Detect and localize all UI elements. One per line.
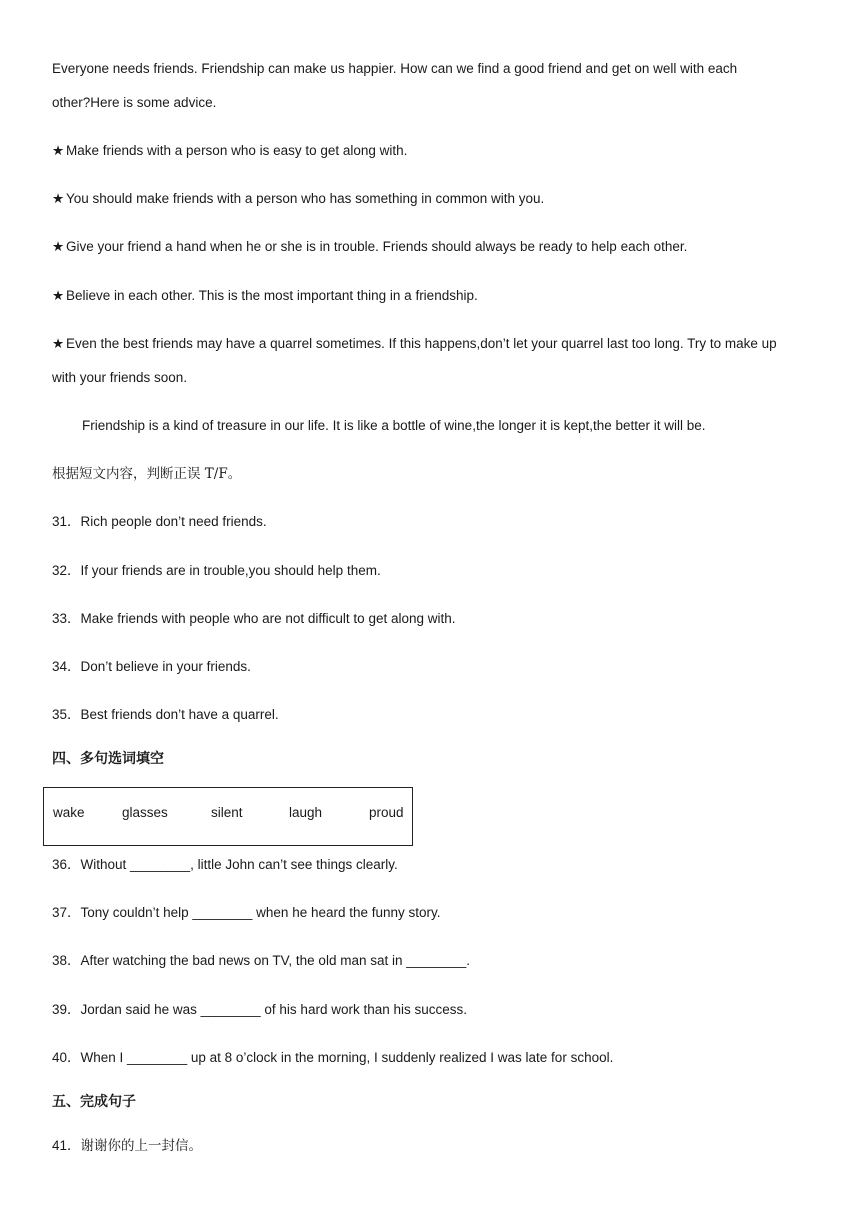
fill-question-37 [52,904,441,922]
word-bank-item: glasses [122,805,168,820]
question-number: 39． [52,1002,81,1017]
section-5-heading: 五、完成句子 [52,1094,136,1110]
tip-text: Give your friend a hand when he or she is in trouble. Friends should always be ready to help each other. [66,239,688,254]
word-bank-item: proud [369,805,404,820]
passage-intro-line1: Everyone needs friends. Friendship can make us happier. How can we find a good friend and get on well with each [52,61,738,76]
question-text: Don’t believe in your friends. [80,659,251,674]
passage-tip-3 [52,238,687,256]
tf-question-31 [52,513,267,531]
question-text: When I ________ up at 8 o’clock in the morning, I suddenly realized I was late for school. [80,1050,614,1065]
word-bank-box [43,787,413,846]
sentence-question-41 [52,1137,202,1155]
word-bank-item: silent [211,805,243,820]
question-text: Tony couldn’t help ________ when he heard the funny story. [80,905,441,920]
tip-text: Believe in each other. This is the most important thing in a friendship. [66,288,478,303]
passage-tip-5 [52,335,777,353]
question-text: Best friends don’t have a quarrel. [80,707,279,722]
question-number: 41． [52,1138,81,1153]
tf-question-32 [52,562,381,580]
fill-question-40 [52,1049,613,1067]
star-icon: ★ [52,336,65,351]
passage-tip-1 [52,142,407,160]
tf-instruction: 根据短文内容，判断正误 T/F。 [52,466,242,482]
passage-tip-4 [52,287,478,305]
question-text: Without ________, little John can’t see things clearly. [80,857,398,872]
tf-question-33 [52,610,456,628]
star-icon: ★ [52,239,65,254]
question-number: 33． [52,611,81,626]
tip-text: Even the best friends may have a quarrel sometimes. If this happens,don’t let your quarrel last too long. Try to make up [66,336,777,351]
word-bank-item: wake [53,805,85,820]
passage-closing: Friendship is a kind of treasure in our life. It is like a bottle of wine,the longer it is kept,the better it will be. [82,418,706,433]
fill-question-39 [52,1001,467,1019]
tip-text: Make friends with a person who is easy to get along with. [66,143,408,158]
question-number: 40． [52,1050,81,1065]
tf-question-35 [52,706,279,724]
fill-question-38 [52,952,470,970]
question-number: 34． [52,659,81,674]
question-text: Jordan said he was ________ of his hard work than his success. [80,1002,468,1017]
question-text: If your friends are in trouble,you should help them. [80,563,381,578]
section-4-heading: 四、多句选词填空 [52,751,164,767]
passage-tip-5-continued: with your friends soon. [52,370,188,385]
question-text: After watching the bad news on TV, the old man sat in ________. [80,953,471,968]
passage-intro-line2: other?Here is some advice. [52,95,217,110]
tip-text: You should make friends with a person who has something in common with you. [66,191,545,206]
passage-tip-2 [52,190,544,208]
star-icon: ★ [52,288,65,303]
word-bank-item: laugh [289,805,323,820]
question-number: 38． [52,953,81,968]
fill-question-36 [52,856,398,874]
question-number: 32． [52,563,81,578]
question-number: 35． [52,707,81,722]
question-text: 谢谢你的上一封信。 [80,1138,203,1154]
star-icon: ★ [52,143,65,158]
question-text: Rich people don’t need friends. [80,514,267,529]
question-text: Make friends with people who are not difficult to get along with. [80,611,456,626]
question-number: 37． [52,905,81,920]
star-icon: ★ [52,191,65,206]
question-number: 36． [52,857,81,872]
tf-question-34 [52,658,251,676]
question-number: 31． [52,514,81,529]
